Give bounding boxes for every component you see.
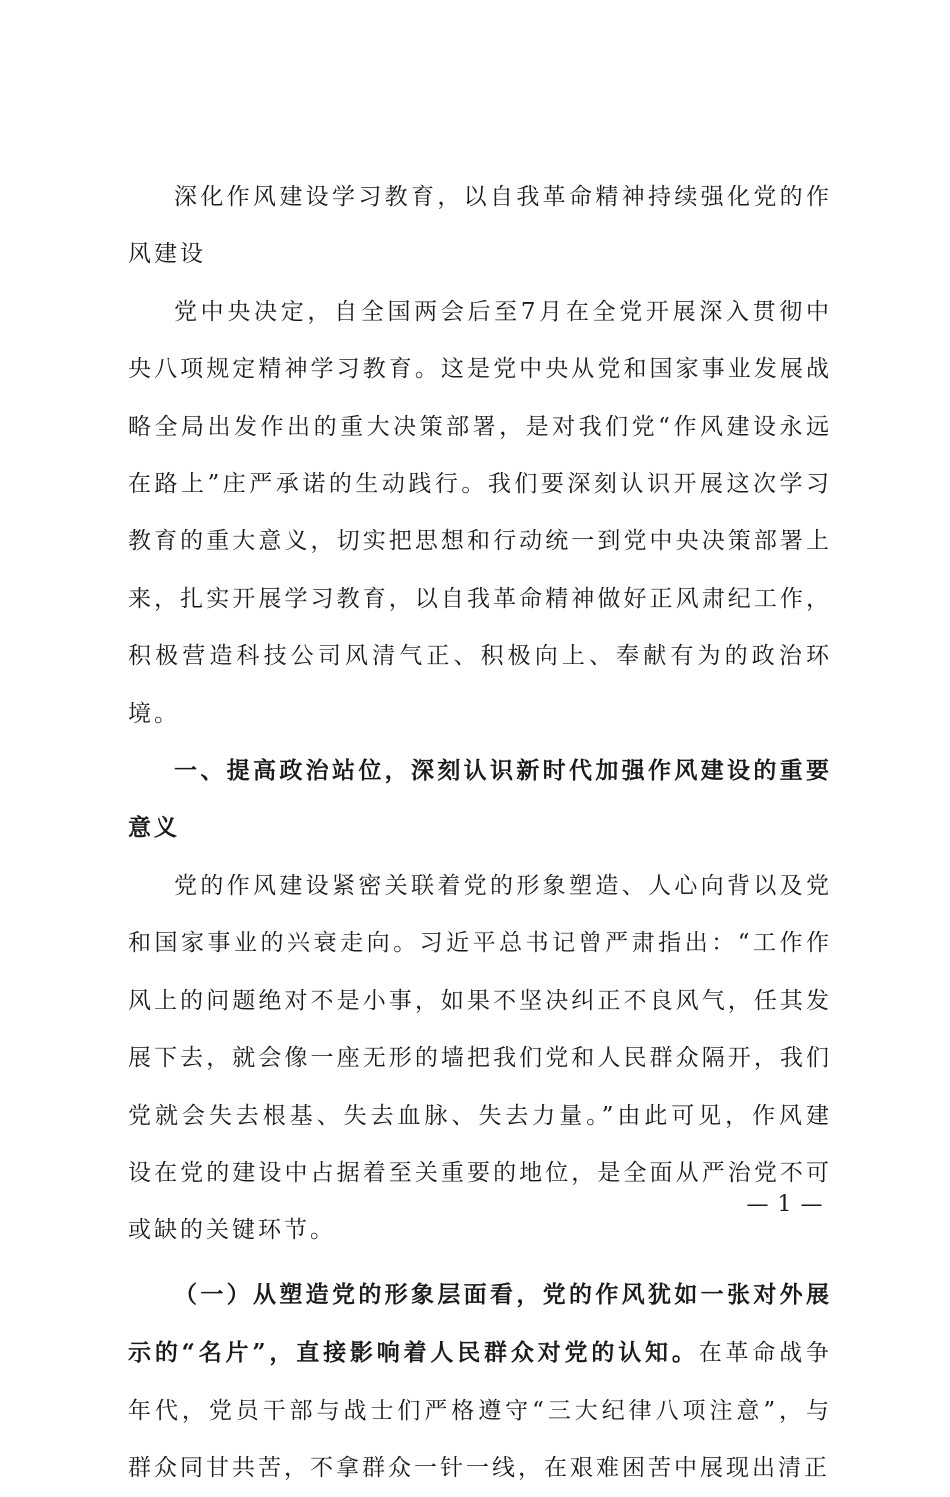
document-body <box>128 169 832 1497</box>
subsection-body: 在革命战争年代，党员干部与战士们严格遵守“三大纪律八项注意”，与群众同甘共苦，不拿群众一针一线，在艰难困苦中展现出清正 <box>128 1340 832 1481</box>
subsection-lead: （一）从塑造党的形象层面看，党的作风犹如一张对外展示的“名片”，直接影响着人民群众对党的认知。 <box>128 1280 832 1367</box>
intro-paragraph: 党中央决定，自全国两会后至7月在全党开展深入贯彻中央八项规定精神学习教育。这是党中央从党和国家事业发展战略全局出发作出的重大决策部署，是对我们党“作风建设永远在路上”庄严承诺的生动践行。我们要深刻认识开展这次学习教育的重大意义，切实把思想和行动统一到党中央决策部署上来，扎实开展学习教育，以自我革命精神做好正风肃纪工作，积极营造科技公司风清气正、积极向上、奉献有为的政治环境。 <box>128 298 832 727</box>
document-title: 深化作风建设学习教育，以自我革命精神持续强化党的作风建设 <box>128 184 832 268</box>
page-number: — 1 — <box>746 1192 824 1217</box>
subsection-paragraph <box>128 1266 832 1497</box>
section-paragraph: 党的作风建设紧密关联着党的形象塑造、人心向背以及党和国家事业的兴衰走向。习近平总书记曾严肃指出：“工作作风上的问题绝对不是小事，如果不坚决纠正不良风气，任其发展下去，就会像一座无形的墙把我们党和人民群众隔开，我们党就会失去根基、失去血脉、失去力量。”由此可见，作风建设在党的建设中占据着至关重要的地位，是全面从严治党不可或缺的关键环节。 <box>128 872 832 1244</box>
section-heading: 一、提高政治站位，深刻认识新时代加强作风建设的重要意义 <box>128 758 832 842</box>
